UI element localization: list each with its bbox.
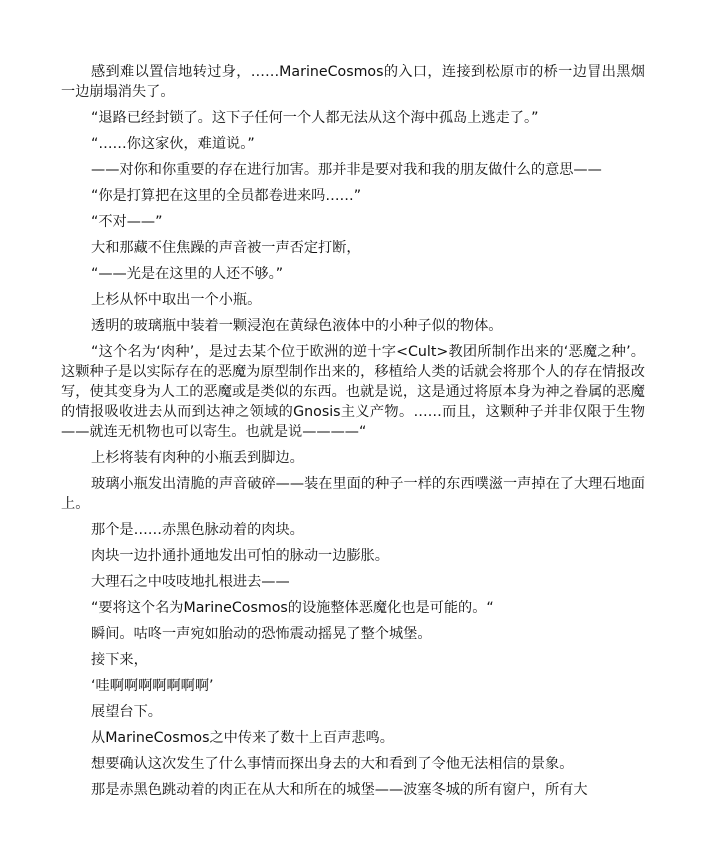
paragraph: 大理石之中吱吱地扎根进去—— <box>91 574 290 590</box>
paragraph: 接下来， <box>91 652 148 668</box>
paragraph: “不对——” <box>91 214 163 230</box>
paragraph: “——光是在这里的人还不够。” <box>91 266 284 282</box>
paragraph: 瞬间。咕咚一声宛如胎动的恐怖震动摇晃了整个城堡。 <box>91 626 432 642</box>
paragraph: ——对你和你重要的存在进行加害。那并非是要对我和我的朋友做什么的意思—— <box>91 162 602 178</box>
paragraph: 上杉将装有肉种的小瓶丢到脚边。 <box>91 450 304 466</box>
paragraph: 从MarineCosmos之中传来了数十上百声悲鸣。 <box>91 730 394 746</box>
paragraph: ‘哇啊啊啊啊啊啊啊’ <box>91 678 214 694</box>
paragraph: 想要确认这次发生了什么事情而探出身去的大和看到了令他无法相信的景象。 <box>91 756 574 772</box>
paragraph: “退路已经封锁了。这下子任何一个人都无法从这个海中孤岛上逃走了。” <box>91 110 539 126</box>
paragraph: 大和那藏不住焦躁的声音被一声否定打断， <box>91 240 361 256</box>
paragraph: 感到难以置信地转过身，……MarineCosmos的入口，连接到松原市的桥一边冒出黑烟一边崩塌消失了。 <box>61 64 645 100</box>
paragraph: “要将这个名为MarineCosmos的设施整体恶魔化也是可能的。“ <box>91 600 494 616</box>
paragraph: 肉块一边扑通扑通地发出可怕的脉动一边膨胀。 <box>91 548 389 564</box>
paragraph: 玻璃小瓶发出清脆的声音破碎——装在里面的种子一样的东西噗滋一声掉在了大理石地面上。 <box>61 476 645 512</box>
paragraph: “这个名为‘肉种’，是过去某个位于欧洲的逆十字<Cult>教团所制作出来的‘恶魔之种’。这颗种子是以实际存在的恶魔为原型制作出来的，移植给人类的话就会将那个人的存在情报改写，使其变身为人工的恶魔或是类似的东西。也就是说，这是通过将原本身为神之眷属的恶魔的情报吸收进去从而到达神之领域的Gnosis主义产物。……而且，这颗种子并非仅限于生物——就连无机物也可以寄生。也就是说————“ <box>61 344 645 440</box>
paragraph: 那是赤黑色跳动着的肉正在从大和所在的城堡——波塞冬城的所有窗户，所有大 <box>91 782 588 798</box>
paragraph: 上杉从怀中取出一个小瓶。 <box>91 292 262 308</box>
paragraph: 透明的玻璃瓶中装着一颗浸泡在黄绿色液体中的小种子似的物体。 <box>91 318 503 334</box>
paragraph: 展望台下。 <box>91 704 162 720</box>
paragraph: “……你这家伙，难道说。” <box>91 136 255 152</box>
paragraph: “你是打算把在这里的全员都卷进来吗……” <box>91 188 362 204</box>
document-body <box>61 62 645 806</box>
paragraph: 那个是……赤黑色脉动着的肉块。 <box>91 522 304 538</box>
